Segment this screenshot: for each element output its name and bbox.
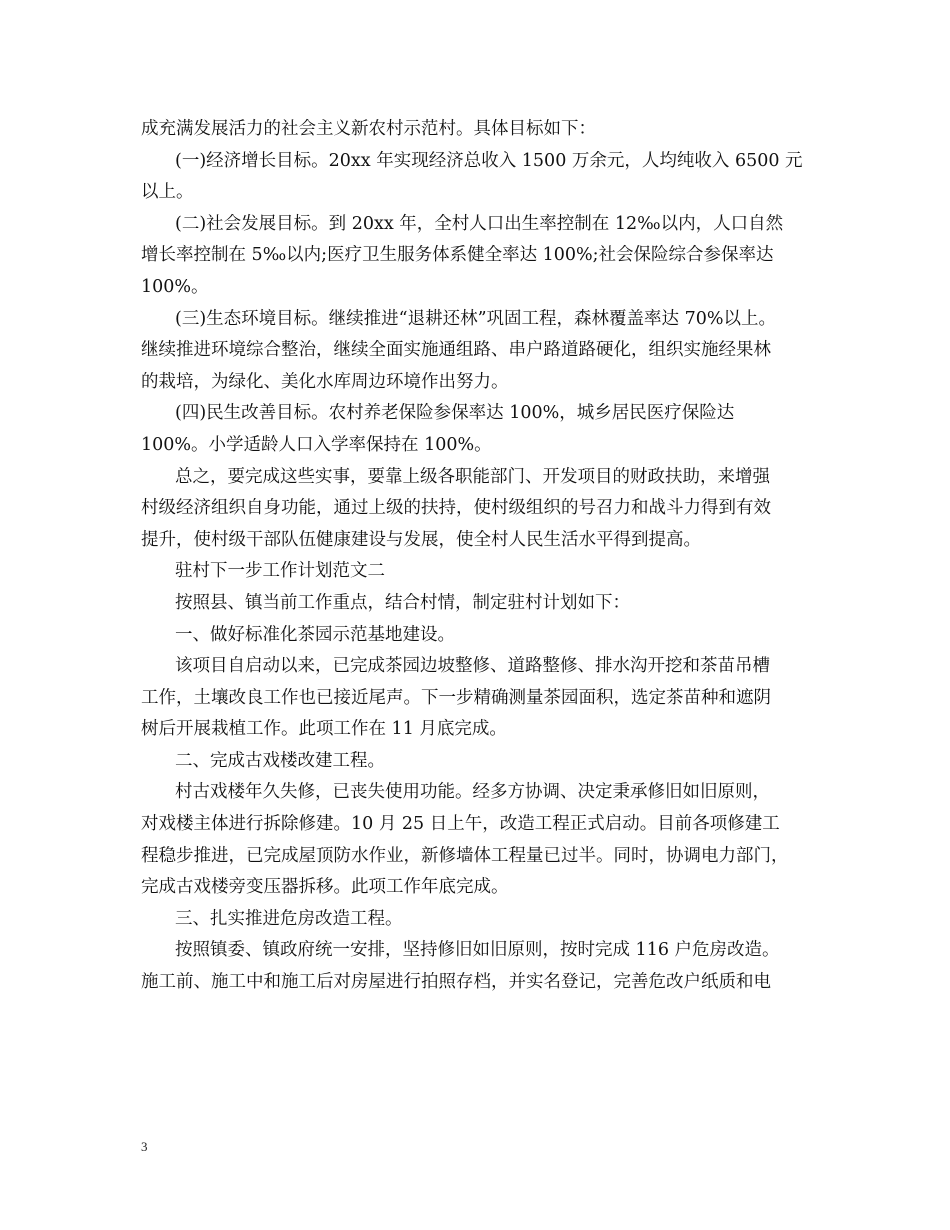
text-line: 三、扎实推进危房改造工程。: [175, 908, 403, 929]
text-line: 树后开展栽植工作。此项工作在 11 月底完成。: [141, 719, 507, 740]
text-line: 完成古戏楼旁变压器拆移。此项工作年底完成。: [141, 877, 509, 898]
text-line: 对戏楼主体进行拆除修建。10 月 25 日上午，改造工程正式启动。目前各项修建工: [141, 814, 780, 835]
text-line: 以上。: [141, 182, 194, 203]
text-line: 一、做好标准化茶园示范基地建设。: [175, 624, 455, 645]
text-line: 按照镇委、镇政府统一安排，坚持修旧如旧原则，按时完成 116 户危房改造。: [175, 940, 780, 961]
text-line: 100%。: [141, 276, 209, 297]
document-body: [141, 114, 821, 999]
text-line: 村古戏楼年久失修，已丧失使用功能。经多方协调、决定秉承修旧如旧原则，: [175, 782, 770, 803]
text-line: 的栽培，为绿化、美化水库周边环境作出努力。: [141, 371, 509, 392]
text-line: 成充满发展活力的社会主义新农村示范村。具体目标如下：: [141, 119, 596, 139]
text-line: (一)经济增长目标。20xx 年实现经济总收入 1500 万余元，人均纯收入 6500 元: [175, 150, 803, 171]
text-line: 100%。小学适龄人口入学率保持在 100%。: [141, 434, 492, 455]
text-line: 按照县、镇当前工作重点，结合村情，制定驻村计划如下：: [175, 592, 630, 613]
text-line: 二、完成古戏楼改建工程。: [175, 750, 385, 771]
text-line: 施工前、施工中和施工后对房屋进行拍照存档，并实名登记，完善危改户纸质和电: [141, 972, 771, 993]
text-line: 工作，土壤改良工作也已接近尾声。下一步精确测量茶园面积，选定茶苗种和遮阴: [141, 687, 771, 708]
text-line: 提升，使村级干部队伍健康建设与发展，使全村人民生活水平得到提高。: [141, 529, 701, 550]
text-line: 程稳步推进，已完成屋顶防水作业，新修墙体工程量已过半。同时，协调电力部门，: [141, 845, 789, 866]
text-line: (三)生态环境目标。继续推进“退耕还林”巩固工程，森林覆盖率达 70%以上。: [175, 308, 777, 329]
text-line: 增长率控制在 5‰以内;医疗卫生服务体系健全率达 100%;社会保险综合参保率达: [141, 245, 774, 266]
text-line: 该项目自启动以来，已完成茶园边坡整修、道路整修、排水沟开挖和茶苗吊槽: [175, 656, 770, 677]
text-line: (二)社会发展目标。到 20xx 年，全村人口出生率控制在 12‰以内，人口自然: [175, 213, 784, 234]
text-line: 总之，要完成这些实事，要靠上级各职能部门、开发项目的财政扶助，来增强: [175, 466, 770, 487]
text-line: (四)民生改善目标。农村养老保险参保率达 100%，城乡居民医疗保险达: [175, 403, 735, 424]
text-line: 继续推进环境综合整治，继续全面实施通组路、串户路道路硬化，组织实施经果林: [141, 340, 771, 361]
text-line: 村级经济组织自身功能，通过上级的扶持，使村级组织的号召力和战斗力得到有效: [141, 498, 771, 519]
text-line: 驻村下一步工作计划范文二: [175, 561, 385, 582]
page-number: 3: [141, 1139, 148, 1154]
